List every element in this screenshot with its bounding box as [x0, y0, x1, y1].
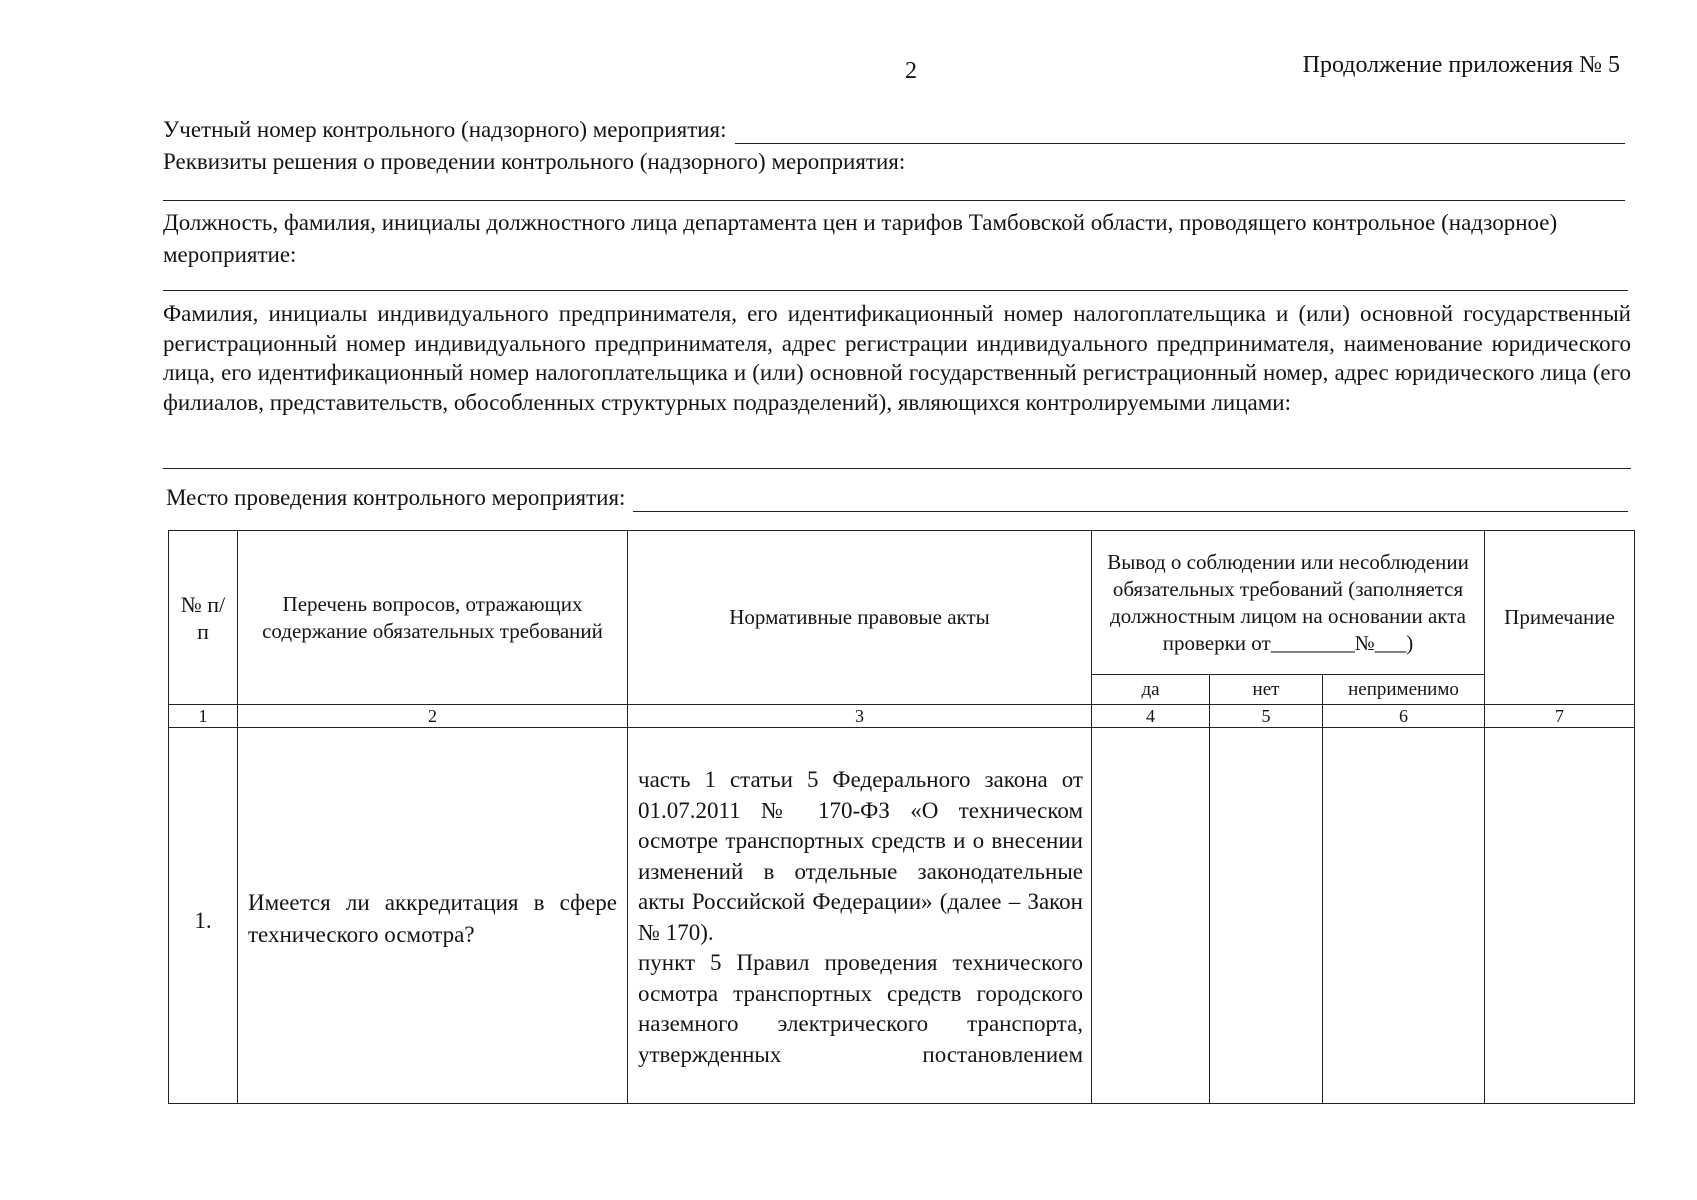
header-no: нет	[1210, 675, 1323, 705]
header-yes: да	[1092, 675, 1210, 705]
header-questions: Перечень вопросов, отражающих содержание обязательных требований	[238, 531, 628, 705]
column-number: 1	[169, 705, 238, 728]
row-acts-paragraph-1: часть 1 статьи 5 Федерального закона от 01.07.2011 № 170-ФЗ «О техническом осмотре транспортных средств и о внесении изменений в отдельные законодательные акты Российской Федерации» (далее – Закон № 170).	[638, 767, 1083, 945]
column-number: 4	[1092, 705, 1210, 728]
registration-number-blank[interactable]	[735, 121, 1625, 144]
column-number: 3	[628, 705, 1092, 728]
row-yes-cell[interactable]	[1092, 728, 1210, 1104]
header-num: № п/п	[169, 531, 238, 705]
header-na: неприменимо	[1323, 675, 1485, 705]
official-label: Должность, фамилия, инициалы должностного лица департамента цен и тарифов Тамбовской области, проводящего контрольное (надзорное) мероприятие:	[163, 210, 1558, 267]
checklist-table	[168, 530, 1635, 1104]
table-row	[169, 728, 1635, 1104]
row-acts-paragraph-2: пункт 5 Правил проведения технического осмотра транспортных средств городского наземного электрического транспорта, утвержденных постановлением	[638, 950, 1083, 1067]
column-number: 6	[1323, 705, 1485, 728]
column-number-row	[169, 705, 1635, 728]
appendix-note: Продолжение приложения № 5	[1302, 52, 1620, 78]
decision-details-label: Реквизиты решения о проведении контрольного (надзорного) мероприятия:	[163, 149, 906, 174]
registration-number-label: Учетный номер контрольного (надзорного) мероприятия:	[163, 117, 727, 142]
location-label: Место проведения контрольного мероприятия:	[166, 485, 626, 510]
registration-number-field	[163, 116, 1625, 144]
row-number: 1.	[169, 728, 238, 1104]
row-note-cell[interactable]	[1485, 728, 1635, 1104]
header-note: Примечание	[1485, 531, 1635, 705]
column-number: 7	[1485, 705, 1635, 728]
header-conclusion: Вывод о соблюдении или несоблюдении обязательных требований (заполняется должностным лицом на основании акта проверки от________№___)	[1092, 531, 1485, 675]
controlled-persons-blank[interactable]	[163, 468, 1631, 469]
decision-details-blank[interactable]	[163, 200, 1625, 201]
row-acts	[628, 728, 1092, 1104]
header-acts: Нормативные правовые акты	[628, 531, 1092, 705]
column-number: 2	[238, 705, 628, 728]
official-blank[interactable]	[163, 290, 1628, 291]
row-no-cell[interactable]	[1210, 728, 1323, 1104]
location-blank[interactable]	[633, 489, 1628, 512]
page-number: 2	[905, 58, 917, 84]
row-na-cell[interactable]	[1323, 728, 1485, 1104]
row-question: Имеется ли аккредитация в сфере технического осмотра?	[238, 728, 628, 1104]
controlled-persons-label: Фамилия, инициалы индивидуального предпринимателя, его идентификационный номер налогоплательщика и (или) основной государственный регистрационный номер индивидуального предпринимателя, адрес регистрации индивидуального предпринимателя, наименование юридического лица, его идентификационный номер налогоплательщика и (или) основной государственный регистрационный номер, адрес юридического лица (его филиалов, представительств, обособленных структурных подразделений), являющихся контролируемыми лицами:	[163, 301, 1631, 415]
location-field	[166, 484, 1628, 512]
column-number: 5	[1210, 705, 1323, 728]
